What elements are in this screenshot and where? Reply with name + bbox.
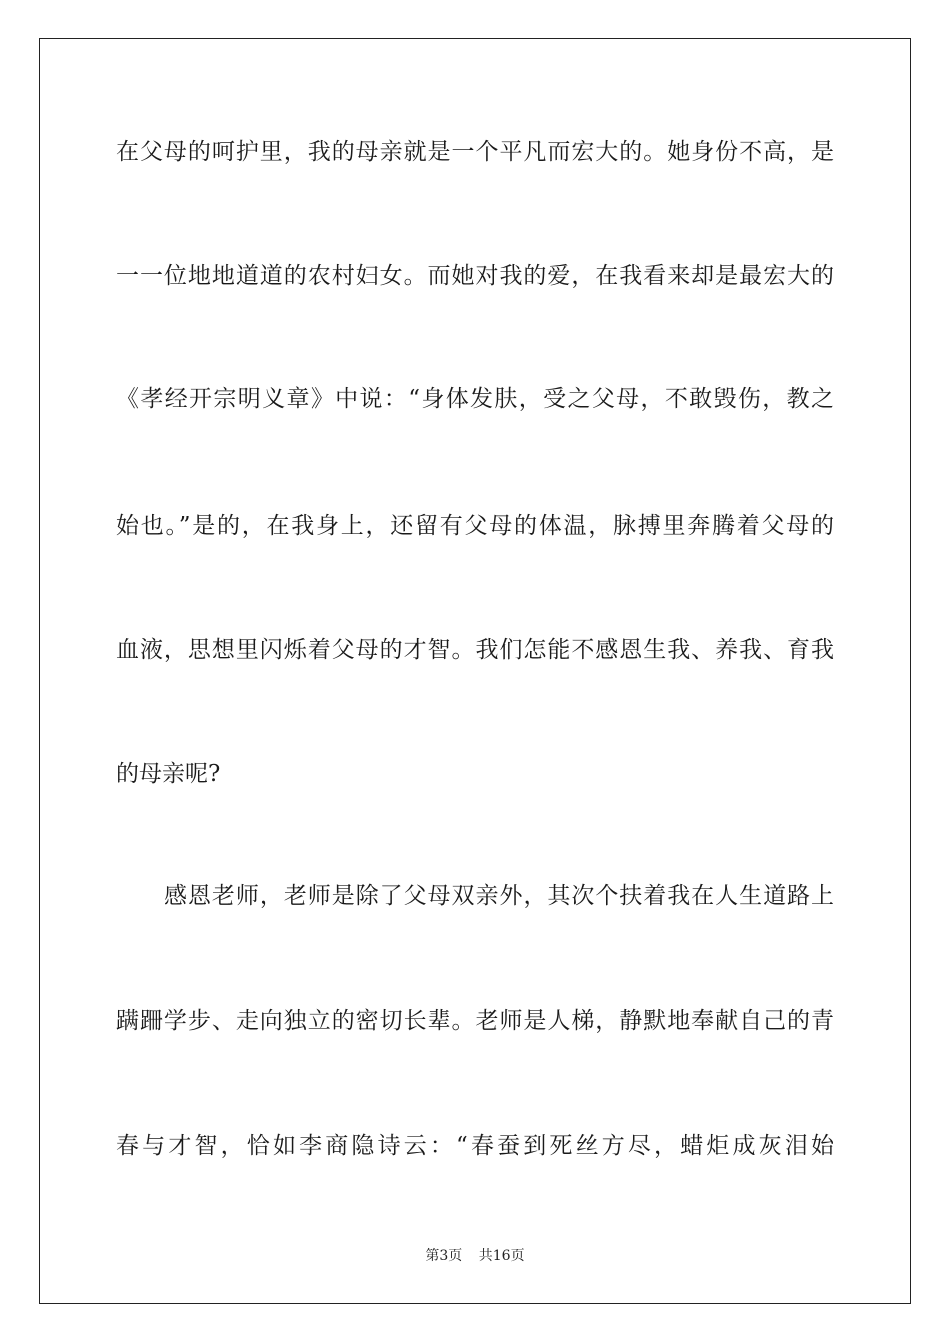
body-line-4: 始也。”是的，在我身上，还留有父母的体温，脉搏里奔腾着父母的 — [116, 513, 834, 539]
body-line-6: 的母亲呢? — [116, 761, 221, 787]
body-line-5: 血液，思想里闪烁着父母的才智。我们怎能不感恩生我、养我、育我 — [116, 637, 834, 663]
paragraph-start-line: 感恩老师，老师是除了父母双亲外，其次个扶着我在人生道路上 — [164, 883, 834, 909]
page-total: 共16页 — [478, 1248, 525, 1264]
page-border — [39, 38, 911, 1304]
body-line-1: 在父母的呵护里，我的母亲就是一个平凡而宏大的。她身份不高，是 — [116, 139, 834, 165]
body-line-8: 蹒跚学步、走向独立的密切长辈。老师是人梯，静默地奉献自己的青 — [116, 1008, 834, 1034]
body-line-9: 春与才智，恰如李商隐诗云：“春蚕到死丝方尽，蜡炬成灰泪始 — [116, 1133, 834, 1159]
page-footer — [0, 1246, 950, 1266]
body-line-3: 《孝经开宗明义章》中说：“身体发肤，受之父母，不敢毁伤，教之 — [116, 386, 834, 412]
body-line-2: 一一位地地道道的农村妇女。而她对我的爱，在我看来却是最宏大的 — [116, 263, 834, 289]
page-number: 第3页 — [425, 1248, 463, 1264]
